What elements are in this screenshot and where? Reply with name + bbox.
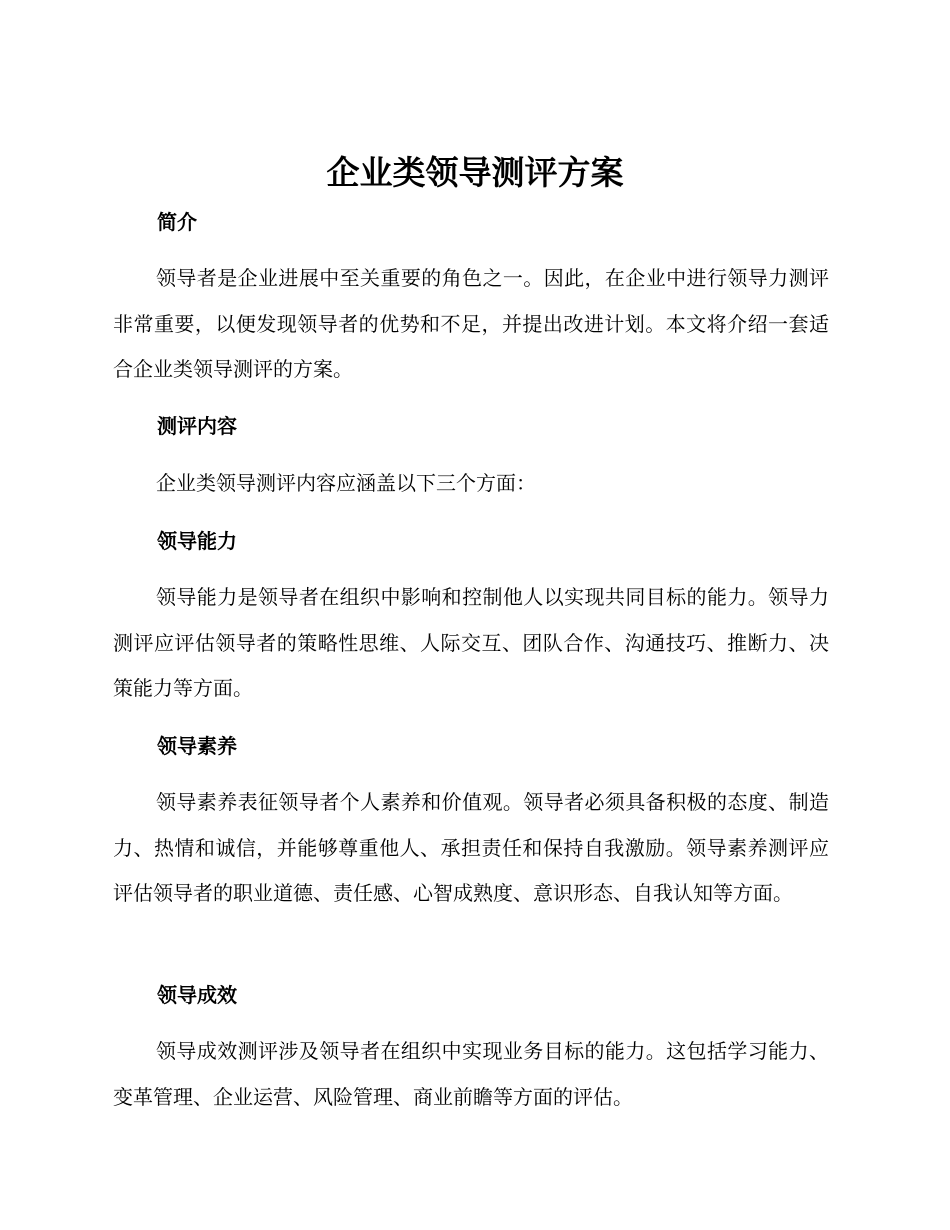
section-paragraph-intro: 领导者是企业进展中至关重要的角色之一。因此，在企业中进行领导力测评非常重要，以便发现领导者的优势和不足，并提出改进计划。本文将介绍一套适合企业类领导测评的方案。 — [113, 266, 829, 381]
section-paragraph-content: 企业类领导测评内容应涵盖以下三个方面： — [156, 471, 536, 495]
section-heading-intro: 简介 — [157, 210, 197, 234]
section-heading-quality: 领导素养 — [157, 734, 237, 758]
section-paragraph-ability: 领导能力是领导者在组织中影响和控制他人以实现共同目标的能力。领导力测评应评估领导者的策略性思维、人际交互、团队合作、沟通技巧、推断力、决策能力等方面。 — [113, 585, 829, 700]
document-title: 企业类领导测评方案 — [326, 153, 624, 192]
section-heading-effectiveness: 领导成效 — [157, 983, 237, 1007]
section-heading-ability: 领导能力 — [157, 529, 237, 553]
section-heading-content: 测评内容 — [157, 414, 237, 438]
section-paragraph-quality: 领导素养表征领导者个人素养和价值观。领导者必须具备积极的态度、制造力、热情和诚信，并能够尊重他人、承担责任和保持自我激励。领导素养测评应评估领导者的职业道德、责任感、心智成熟度、意识形态、自我认知等方面。 — [113, 790, 829, 905]
section-paragraph-effectiveness: 领导成效测评涉及领导者在组织中实现业务目标的能力。这包括学习能力、变革管理、企业运营、风险管理、商业前瞻等方面的评估。 — [113, 1039, 829, 1109]
